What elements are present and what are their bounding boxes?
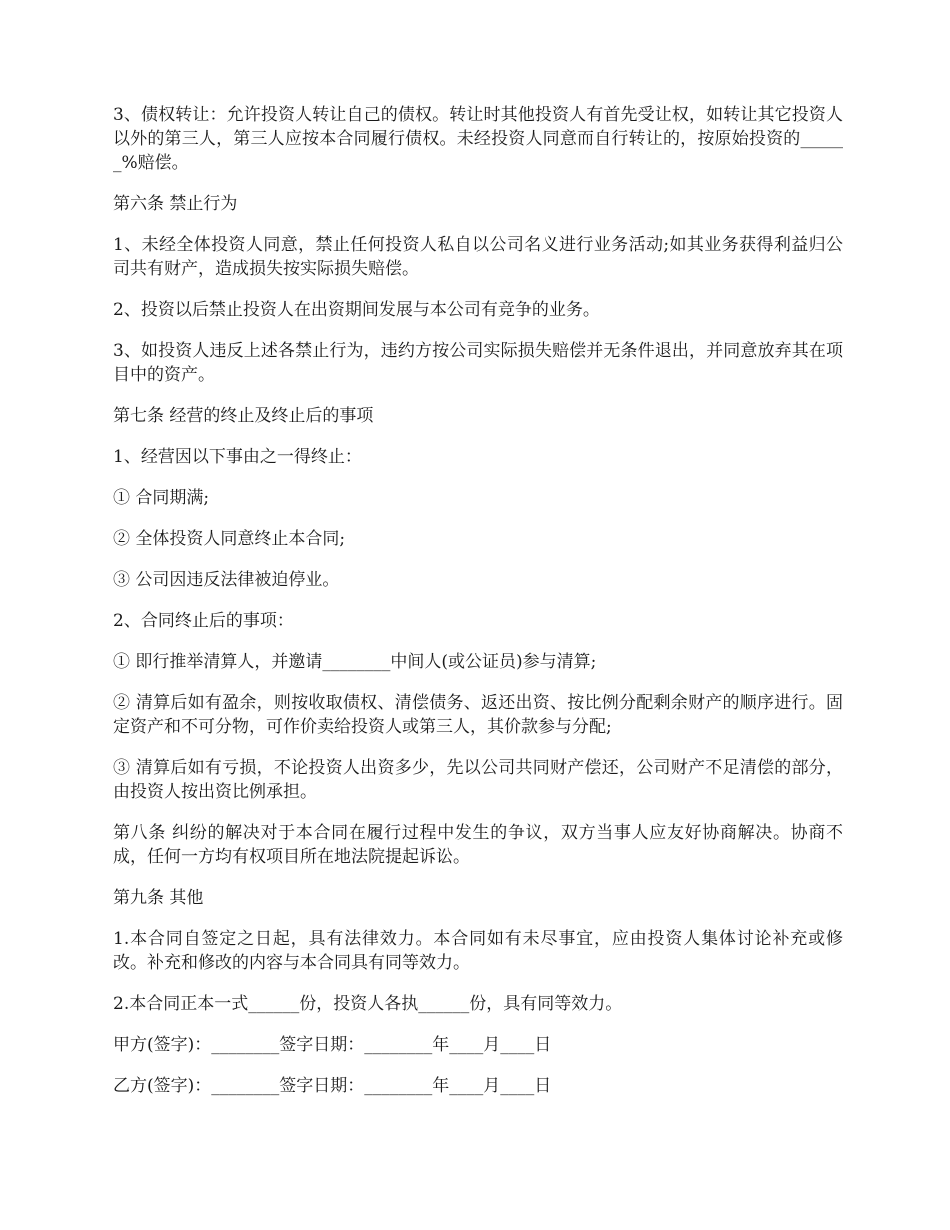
clause-7-2-item-3: ③ 清算后如有亏损，不论投资人出资多少，先以公司共同财产偿还，公司财产不足清偿的部分，由投资人按出资比例承担。	[113, 758, 843, 802]
clause-9-1: 1.本合同自签定之日起，具有法律效力。本合同如有未尽事宜，应由投资人集体讨论补充或修改。补充和修改的内容与本合同具有同等效力。	[113, 929, 843, 973]
article-6-heading: 第六条 禁止行为	[113, 194, 238, 214]
clause-6-3: 3、如投资人违反上述各禁止行为，违约方按公司实际损失赔偿并无条件退出，并同意放弃其在项目中的资产。	[113, 341, 843, 385]
document-page	[113, 103, 843, 1115]
clause-7-1-item-2: ② 全体投资人同意终止本合同;	[113, 529, 346, 549]
party-a-signature-line: 甲方(签字)：________签字日期：________年____月____日	[113, 1035, 552, 1055]
clause-7-2-item-1: ① 即行推举清算人，并邀请________中间人(或公证员)参与清算;	[113, 652, 597, 672]
clause-7-2-item-2: ② 清算后如有盈余，则按收取债权、清偿债务、返还出资、按比例分配剩余财产的顺序进行。固定资产和不可分物，可作价卖给投资人或第三人，其价款参与分配;	[113, 693, 843, 737]
clause-5-3-debt-transfer: 3、债权转让：允许投资人转让自己的债权。转让时其他投资人有首先受让权，如转让其它投资人以外的第三人，第三人应按本合同履行债权。未经投资人同意而自行转让的，按原始投资的______%赔偿。	[113, 105, 843, 173]
clause-9-2: 2.本合同正本一式______份，投资人各执______份，具有同等效力。	[113, 994, 623, 1014]
clause-7-1-item-3: ③ 公司因违反法律被迫停业。	[113, 570, 340, 590]
party-b-signature-line: 乙方(签字)：________签字日期：________年____月____日	[113, 1076, 552, 1096]
clause-7-2: 2、合同终止后的事项：	[113, 611, 294, 631]
article-9-heading: 第九条 其他	[113, 888, 204, 908]
clause-7-1: 1、经营因以下事由之一得终止：	[113, 447, 362, 467]
clause-6-1: 1、未经全体投资人同意，禁止任何投资人私自以公司名义进行业务活动;如其业务获得利益归公司共有财产，造成损失按实际损失赔偿。	[113, 235, 843, 279]
article-8-dispute-resolution: 第八条 纠纷的解决对于本合同在履行过程中发生的争议，双方当事人应友好协商解决。协商不成，任何一方均有权项目所在地法院提起诉讼。	[113, 823, 843, 867]
clause-7-1-item-1: ① 合同期满;	[113, 488, 210, 508]
article-7-heading: 第七条 经营的终止及终止后的事项	[113, 406, 374, 426]
clause-6-2: 2、投资以后禁止投资人在出资期间发展与本公司有竞争的业务。	[113, 300, 600, 320]
